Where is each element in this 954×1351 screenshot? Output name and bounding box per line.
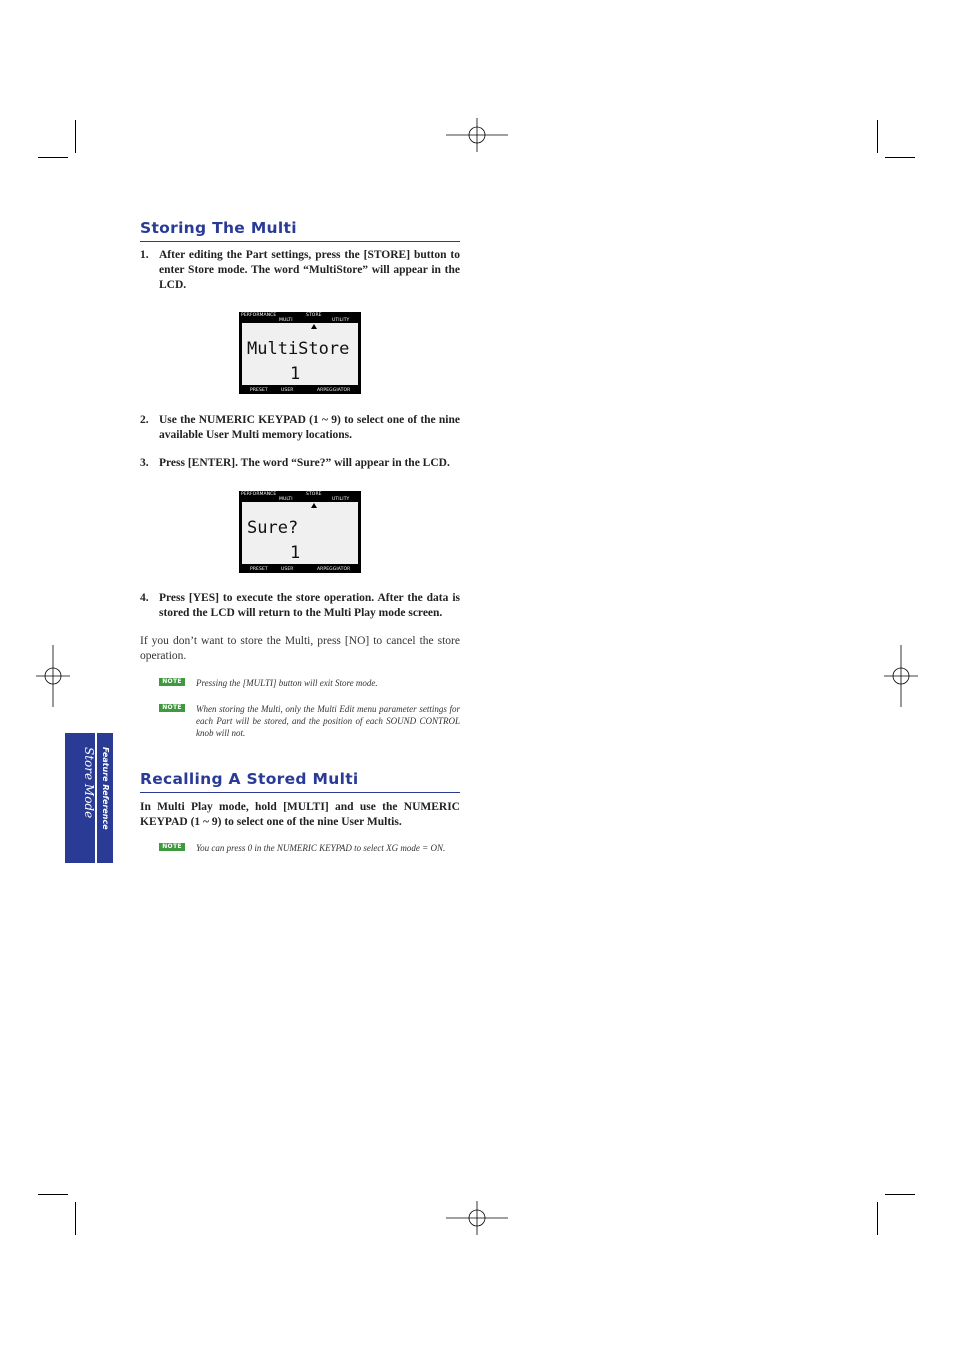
lcd-label-arpeggiator: ARPEGGIATOR xyxy=(317,567,351,572)
registration-mark-top xyxy=(446,118,508,152)
note-icon: NOTE xyxy=(159,843,185,851)
lcd-label-utility: UTILITY xyxy=(332,318,350,323)
lcd-label-preset: PRESET xyxy=(250,388,268,393)
step-2 xyxy=(140,413,460,443)
lcd-indicator-arrow-icon xyxy=(311,503,317,508)
registration-mark-bottom xyxy=(446,1201,508,1235)
lcd-label-store: STORE xyxy=(306,313,322,318)
step-4 xyxy=(140,591,460,621)
note-text: Pressing the [MULTI] button will exit Store mode. xyxy=(196,678,378,688)
step-number: 2. xyxy=(140,414,149,426)
lcd-indicator-arrow-icon xyxy=(311,324,317,329)
lcd-screen xyxy=(242,502,358,564)
lcd-label-store: STORE xyxy=(306,492,322,497)
lcd-screen xyxy=(242,323,358,385)
note-text: When storing the Multi, only the Multi Edit menu parameter settings for each Part will be stored, and the position of each SOUND CONTROL knob will not. xyxy=(196,704,460,738)
side-tab xyxy=(65,733,113,863)
step-text: Use the NUMERIC KEYPAD (1 ~ 9) to select one of the nine available User Multi memory locations. xyxy=(159,414,460,441)
step-text: Press [YES] to execute the store operation. After the data is stored the LCD will return to the Multi Play mode screen. xyxy=(159,592,460,619)
step-number: 4. xyxy=(140,592,149,604)
step-number: 3. xyxy=(140,457,149,469)
lcd-line-1: MultiStore xyxy=(247,339,350,359)
note-icon: NOTE xyxy=(159,704,185,712)
lcd-label-arpeggiator: ARPEGGIATOR xyxy=(317,388,351,393)
side-tab-chapter: Feature Reference xyxy=(101,747,110,830)
section-title-storing: Storing The Multi xyxy=(140,219,460,242)
recall-text: In Multi Play mode, hold [MULTI] and use the NUMERIC KEYPAD (1 ~ 9) to select one of the nine User Multis. xyxy=(140,801,460,828)
lcd-label-performance: PERFORMANCE xyxy=(241,313,277,318)
note-text: You can press 0 in the NUMERIC KEYPAD to select XG mode = ON. xyxy=(196,843,446,853)
lcd-label-multi: MULTI xyxy=(279,497,293,502)
section-title-recalling: Recalling A Stored Multi xyxy=(140,770,460,793)
lcd-label-preset: PRESET xyxy=(250,567,268,572)
lcd-label-user: USER xyxy=(281,567,294,572)
note-icon: NOTE xyxy=(159,678,185,686)
step-3 xyxy=(140,456,460,471)
step-number: 1. xyxy=(140,249,149,261)
lcd-label-user: USER xyxy=(281,388,294,393)
lcd-sure xyxy=(239,491,361,573)
cancel-paragraph: If you don’t want to store the Multi, press [NO] to cancel the store operation. xyxy=(140,635,460,662)
lcd-line-1: Sure? xyxy=(247,518,299,538)
side-tab-mode: Store Mode xyxy=(82,747,96,819)
recall-paragraph xyxy=(140,800,460,830)
step-text: Press [ENTER]. The word “Sure?” will appear in the LCD. xyxy=(159,457,450,469)
registration-mark-left xyxy=(36,645,70,707)
registration-mark-right xyxy=(884,645,918,707)
lcd-line-2: 1 xyxy=(290,364,301,384)
lcd-multistore xyxy=(239,312,361,394)
lcd-label-performance: PERFORMANCE xyxy=(241,492,277,497)
lcd-label-utility: UTILITY xyxy=(332,497,350,502)
lcd-line-2: 1 xyxy=(290,543,301,563)
step-text: After editing the Part settings, press the [STORE] button to enter Store mode. The word “MultiStore” will appear in the LCD. xyxy=(159,249,460,291)
step-1 xyxy=(140,248,460,293)
lcd-label-multi: MULTI xyxy=(279,318,293,323)
